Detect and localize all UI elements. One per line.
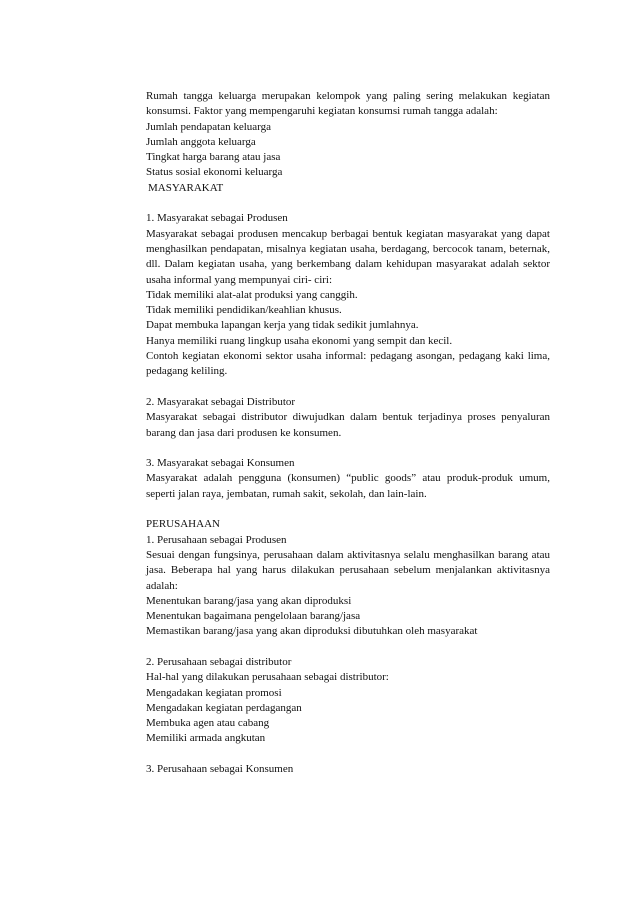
list-item: Menentukan barang/jasa yang akan diproduksi (146, 594, 352, 607)
list-item: Jumlah anggota keluarga (146, 135, 256, 148)
list-item: Status sosial ekonomi keluarga (146, 166, 283, 179)
section-heading-perusahaan: PERUSAHAAN (146, 518, 220, 531)
document-page (146, 89, 550, 777)
list-item: Memastikan barang/jasa yang akan diproduksi dibutuhkan oleh masyarakat (146, 625, 478, 638)
list-item: Jumlah pendapatan keluarga (146, 120, 272, 133)
perusahaan-distributor-text: Hal-hal yang dilakukan perusahaan sebagai distributor: (146, 671, 389, 684)
list-item: Menentukan bagaimana pengelolaan barang/jasa (146, 610, 361, 623)
section-heading-masyarakat: MASYARAKAT (148, 181, 224, 194)
list-item: Tidak memiliki alat-alat produksi yang canggih. (146, 288, 358, 301)
list-item: Mengadakan kegiatan perdagangan (146, 701, 302, 714)
subheading-masyarakat-produsen: 1. Masyarakat sebagai Produsen (146, 212, 288, 225)
paragraph-gap (146, 640, 550, 655)
list-item: Tidak memiliki pendidikan/keahlian khusus. (146, 304, 342, 317)
masyarakat-distributor-text: Masyarakat sebagai distributor diwujudkan dalam bentuk terjadinya proses penyaluran barang dan jasa dari produsen ke konsumen. (146, 411, 550, 439)
list-item: Tingkat harga barang atau jasa (146, 151, 281, 164)
list-item: Hanya memiliki ruang lingkup usaha ekonomi yang sempit dan kecil. (146, 334, 453, 347)
paragraph-gap (146, 502, 550, 517)
paragraph-gap (146, 441, 550, 456)
list-item: Mengadakan kegiatan promosi (146, 686, 282, 699)
subheading-masyarakat-distributor: 2. Masyarakat sebagai Distributor (146, 395, 296, 408)
masyarakat-produsen-example: Contoh kegiatan ekonomi sektor usaha informal: pedagang asongan, pedagang kaki lima, pedagang keliling. (146, 350, 550, 378)
list-item: Memiliki armada angkutan (146, 732, 266, 745)
subheading-perusahaan-distributor: 2. Perusahaan sebagai distributor (146, 655, 292, 668)
paragraph-gap (146, 747, 550, 762)
subheading-perusahaan-produsen: 1. Perusahaan sebagai Produsen (146, 533, 287, 546)
list-item: Dapat membuka lapangan kerja yang tidak sedikit jumlahnya. (146, 319, 419, 332)
masyarakat-produsen-text: Masyarakat sebagai produsen mencakup berbagai bentuk kegiatan masyarakat yang dapat menghasilkan pendapatan, misalnya kegiatan usaha, berdagang, bercocok tanam, beternak, dll. Dalam kegiatan usaha, yang berkembang dalam kehidupan masyarakat adalah sektor usaha informal yang mempunyai ciri- ciri: (146, 227, 550, 286)
subheading-masyarakat-konsumen: 3. Masyarakat sebagai Konsumen (146, 457, 295, 470)
subheading-perusahaan-konsumen: 3. Perusahaan sebagai Konsumen (146, 763, 294, 776)
list-item: Membuka agen atau cabang (146, 717, 270, 730)
paragraph-gap (146, 380, 550, 395)
masyarakat-konsumen-text: Masyarakat adalah pengguna (konsumen) “public goods” atau produk-produk umum, seperti jalan raya, jembatan, rumah sakit, sekolah, dan lain-lain. (146, 472, 550, 500)
rumah-tangga-intro: Rumah tangga keluarga merupakan kelompok yang paling sering melakukan kegiatan konsumsi. Faktor yang mempengaruhi kegiatan konsumsi rumah tangga adalah: (146, 90, 550, 118)
paragraph-gap (146, 196, 550, 211)
perusahaan-produsen-text: Sesuai dengan fungsinya, perusahaan dalam aktivitasnya selalu menghasilkan barang atau jasa. Beberapa hal yang harus dilakukan perusahaan sebelum menjalankan aktivitasnya adalah: (146, 548, 550, 592)
